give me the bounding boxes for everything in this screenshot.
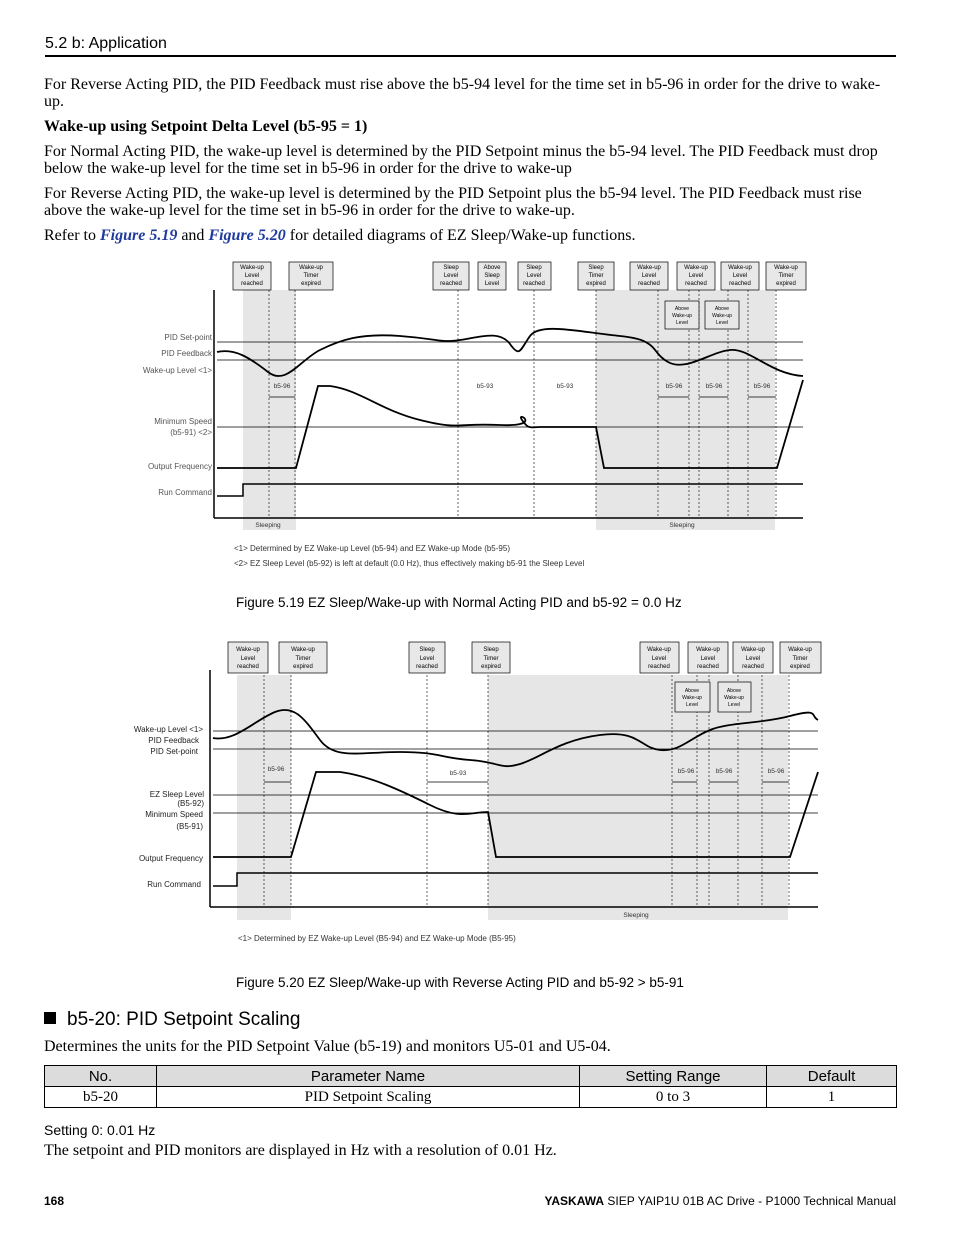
paragraph-normal-acting: For Normal Acting PID, the wake-up level is determined by the PID Setpoint minus the b5-94 level. The PID Feedback must drop below the wake-up level for the time set in b5-96 in order for the drive to wake-up xyxy=(44,143,878,177)
page-number: 168 xyxy=(44,1194,65,1208)
svg-text:reached: reached xyxy=(241,281,263,287)
timer-label-b596: b5-96 xyxy=(267,766,285,773)
label-pid-setpoint: PID Set-point xyxy=(150,747,198,756)
svg-text:Above: Above xyxy=(674,306,690,312)
label-ez-sleep-param: (B5-92) xyxy=(177,799,204,808)
svg-text:Level: Level xyxy=(526,273,542,279)
paragraph-reverse-acting: For Reverse Acting PID, the PID Feedback must rise above the b5-94 level for the time set in b5-96 in order for the drive to wake-up. xyxy=(44,76,881,110)
label-wakeup-level: Wake-up Level <1> xyxy=(142,366,212,375)
svg-text:Timer: Timer xyxy=(588,273,604,279)
parameter-description: Determines the units for the PID Setpoint Value (b5-19) and monitors U5-01 and U5-04. xyxy=(44,1038,611,1055)
svg-text:Sleep: Sleep xyxy=(484,273,500,279)
svg-text:expired: expired xyxy=(301,281,321,287)
parameter-heading: b5-20: PID Setpoint Scaling xyxy=(44,1009,300,1031)
svg-text:Sleep: Sleep xyxy=(526,265,542,271)
column-header-default: Default xyxy=(767,1066,897,1087)
parameter-table xyxy=(44,1065,897,1108)
timer-label-b596: b5-96 xyxy=(665,383,683,390)
svg-text:Level: Level xyxy=(716,320,728,326)
label-minimum-speed-param: (b5-91) <2> xyxy=(170,428,212,437)
figure-5-20-link[interactable]: Figure 5.20 xyxy=(208,227,286,244)
svg-text:Wake-up: Wake-up xyxy=(696,647,720,653)
svg-text:Timer: Timer xyxy=(303,273,319,279)
svg-text:reached: reached xyxy=(685,281,707,287)
timer-label-b596: b5-96 xyxy=(705,383,723,390)
svg-text:Wake-up: Wake-up xyxy=(788,647,812,653)
svg-text:expired: expired xyxy=(790,664,810,670)
label-pid-setpoint: PID Set-point xyxy=(164,333,212,342)
label-pid-feedback: PID Feedback xyxy=(148,736,199,745)
svg-text:reached: reached xyxy=(523,281,545,287)
sleeping-label: Sleeping xyxy=(255,522,281,529)
figure-5-20-diagram xyxy=(0,635,954,950)
footer-manual-title: YASKAWA SIEP YAIP1U 01B AC Drive - P1000 Technical Manual xyxy=(544,1194,896,1208)
timer-label-b596: b5-96 xyxy=(767,768,785,775)
subheading-setpoint-delta: Wake-up using Setpoint Delta Level (b5-95 = 1) xyxy=(44,118,368,135)
paragraph-reverse-acting-2: For Reverse Acting PID, the wake-up level is determined by the PID Setpoint plus the b5-94 level. The PID Feedback must rise above the wake-up level for the time set in b5-96 in order for the drive to wake-up. xyxy=(44,185,862,219)
section-header: 5.2 b: Application xyxy=(45,35,167,52)
svg-text:reached: reached xyxy=(440,281,462,287)
cell-range: 0 to 3 xyxy=(580,1087,767,1108)
label-pid-feedback: PID Feedback xyxy=(161,349,212,358)
brand-name: YASKAWA xyxy=(544,1194,605,1208)
column-header-name: Parameter Name xyxy=(157,1066,580,1087)
setting-description: The setpoint and PID monitors are displayed in Hz with a resolution of 0.01 Hz. xyxy=(44,1142,557,1159)
svg-text:Level: Level xyxy=(700,656,716,662)
timer-label-b593: b5-93 xyxy=(449,770,467,777)
label-minimum-speed: Minimum Speed xyxy=(145,810,203,819)
svg-text:Wake-up: Wake-up xyxy=(741,647,765,653)
label-ez-sleep-level: EZ Sleep Level xyxy=(149,790,204,799)
svg-text:Level: Level xyxy=(641,273,657,279)
figure-note-1: <1> Determined by EZ Wake-up Level (b5-94) and EZ Wake-up Mode (b5-95) xyxy=(234,544,510,553)
svg-text:Wake-up: Wake-up xyxy=(712,313,732,319)
figure-5-19-caption: Figure 5.19 EZ Sleep/Wake-up with Normal Acting PID and b5-92 = 0.0 Hz xyxy=(236,595,682,610)
column-header-range: Setting Range xyxy=(580,1066,767,1087)
svg-text:reached: reached xyxy=(729,281,751,287)
figure-note-2: <2> EZ Sleep Level (b5-92) is left at default (0.0 Hz), thus effectively making b5-91 the Sleep Level xyxy=(234,559,585,568)
cell-no: b5-20 xyxy=(45,1087,157,1108)
figure-note-1: <1> Determined by EZ Wake-up Level (B5-94) and EZ Wake-up Mode (B5-95) xyxy=(238,934,516,943)
label-output-frequency: Output Frequency xyxy=(138,854,203,863)
svg-text:Level: Level xyxy=(244,273,260,279)
svg-text:Wake-up: Wake-up xyxy=(647,647,671,653)
timer-label-b596: b5-96 xyxy=(715,768,733,775)
svg-text:reached: reached xyxy=(416,664,438,670)
svg-text:Level: Level xyxy=(484,281,500,287)
svg-text:Above: Above xyxy=(483,265,501,271)
svg-text:Timer: Timer xyxy=(483,656,499,662)
svg-text:Wake-up: Wake-up xyxy=(240,265,264,271)
svg-text:Level: Level xyxy=(443,273,459,279)
timer-label-b593: b5-93 xyxy=(556,383,574,390)
svg-text:Above: Above xyxy=(684,688,700,694)
svg-text:Wake-up: Wake-up xyxy=(291,647,315,653)
figure-5-19-diagram xyxy=(0,255,954,575)
svg-text:Level: Level xyxy=(240,656,256,662)
svg-text:expired: expired xyxy=(293,664,313,670)
svg-text:Level: Level xyxy=(686,702,698,708)
svg-text:expired: expired xyxy=(481,664,501,670)
svg-text:Sleep: Sleep xyxy=(443,265,459,271)
svg-text:Wake-up: Wake-up xyxy=(682,695,702,701)
svg-text:Sleep: Sleep xyxy=(588,265,604,271)
table-row xyxy=(45,1087,897,1108)
svg-text:Above: Above xyxy=(726,688,742,694)
cell-default: 1 xyxy=(767,1087,897,1108)
timer-label-b596: b5-96 xyxy=(753,383,771,390)
svg-text:Level: Level xyxy=(676,320,688,326)
svg-text:Timer: Timer xyxy=(778,273,794,279)
svg-text:Level: Level xyxy=(732,273,748,279)
sleeping-label: Sleeping xyxy=(623,912,649,919)
svg-text:Wake-up: Wake-up xyxy=(672,313,692,319)
figure-5-20-caption: Figure 5.20 EZ Sleep/Wake-up with Reverse Acting PID and b5-92 > b5-91 xyxy=(236,975,684,990)
svg-text:Level: Level xyxy=(651,656,667,662)
svg-text:Wake-up: Wake-up xyxy=(728,265,752,271)
svg-text:Wake-up: Wake-up xyxy=(684,265,708,271)
cell-name: PID Setpoint Scaling xyxy=(157,1087,580,1108)
svg-text:expired: expired xyxy=(586,281,606,287)
svg-text:Wake-up: Wake-up xyxy=(724,695,744,701)
svg-text:Wake-up: Wake-up xyxy=(299,265,323,271)
svg-text:Timer: Timer xyxy=(792,656,808,662)
svg-text:Timer: Timer xyxy=(295,656,311,662)
svg-text:Above: Above xyxy=(714,306,730,312)
square-bullet-icon xyxy=(44,1012,56,1024)
label-run-command: Run Command xyxy=(147,880,201,889)
svg-text:Wake-up: Wake-up xyxy=(637,265,661,271)
svg-text:reached: reached xyxy=(697,664,719,670)
svg-text:Level: Level xyxy=(419,656,435,662)
timer-label-b596: b5-96 xyxy=(677,768,695,775)
label-run-command: Run Command xyxy=(158,488,212,497)
svg-text:Sleep: Sleep xyxy=(419,647,435,653)
svg-text:Level: Level xyxy=(728,702,740,708)
svg-text:Wake-up: Wake-up xyxy=(236,647,260,653)
table-header-row xyxy=(45,1066,897,1087)
sleeping-label: Sleeping xyxy=(669,522,695,529)
timer-label-b593: b5-93 xyxy=(476,383,494,390)
label-wakeup-level: Wake-up Level <1> xyxy=(133,725,203,734)
timer-label-b596: b5-96 xyxy=(273,383,291,390)
setting-heading: Setting 0: 0.01 Hz xyxy=(44,1122,156,1138)
svg-text:reached: reached xyxy=(742,664,764,670)
column-header-no: No. xyxy=(45,1066,157,1087)
label-output-frequency: Output Frequency xyxy=(147,462,212,471)
svg-text:Sleep: Sleep xyxy=(483,647,499,653)
header-rule xyxy=(45,55,896,57)
svg-text:Wake-up: Wake-up xyxy=(774,265,798,271)
label-minimum-speed-param: (B5-91) xyxy=(176,822,203,831)
svg-text:reached: reached xyxy=(638,281,660,287)
svg-text:reached: reached xyxy=(237,664,259,670)
svg-text:expired: expired xyxy=(776,281,796,287)
svg-text:Level: Level xyxy=(745,656,761,662)
svg-text:Level: Level xyxy=(688,273,704,279)
figure-5-19-link[interactable]: Figure 5.19 xyxy=(99,227,178,244)
paragraph-refer: Refer to Figure 5.19 and Figure 5.20 for detailed diagrams of EZ Sleep/Wake-up functions. xyxy=(44,227,636,244)
label-minimum-speed: Minimum Speed xyxy=(154,417,212,426)
svg-text:reached: reached xyxy=(648,664,670,670)
